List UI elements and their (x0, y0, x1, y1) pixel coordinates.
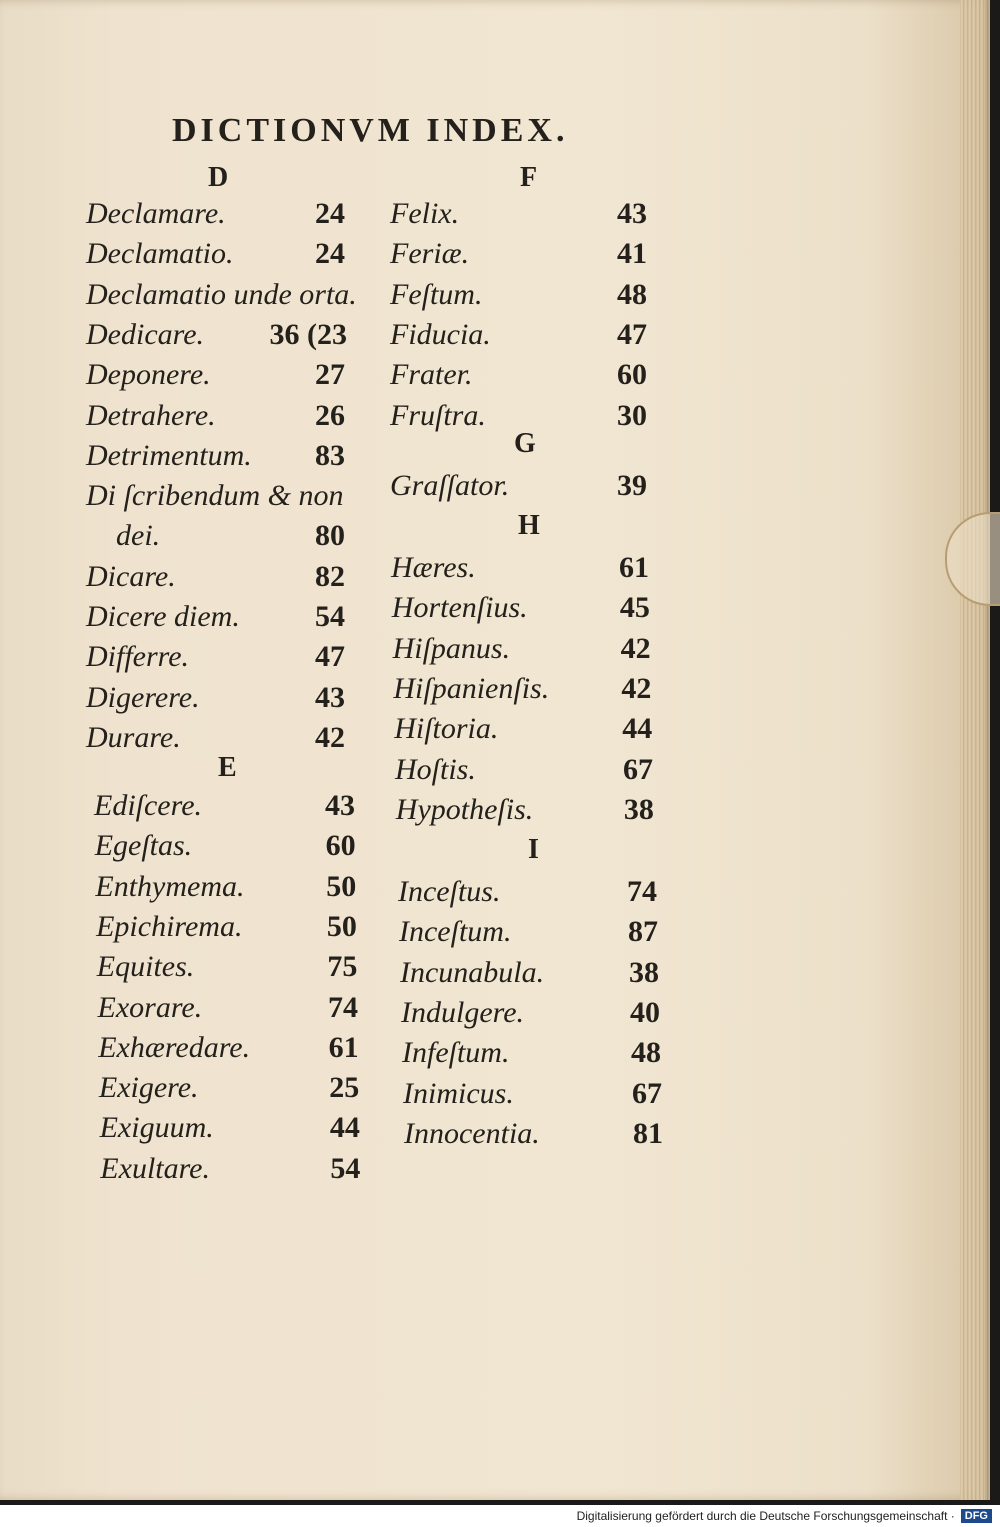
page-number: 42 (620, 631, 651, 665)
page-number: 42 (315, 720, 345, 754)
page-number: 30 (617, 398, 647, 432)
page-number: 24 (315, 237, 345, 271)
page-number: 47 (617, 317, 647, 351)
page-tab-marker (945, 512, 1000, 606)
index-term: Felix. (390, 197, 460, 230)
section-letter: G (514, 428, 536, 459)
page-number: 25 (329, 1071, 360, 1105)
page-number: 36 (23 (269, 317, 347, 351)
index-term: Hiſpanienſis. (393, 671, 550, 705)
index-term: Ediſcere. (94, 789, 203, 822)
page-number: 43 (617, 197, 647, 230)
page-number: 80 (315, 519, 345, 553)
index-term: Declamatio unde orta. (86, 277, 357, 311)
section-letter: E (218, 752, 237, 783)
index-term: Inceſtum. (399, 915, 512, 949)
index-term: Hoſtis. (395, 752, 476, 786)
page-number: 61 (328, 1030, 359, 1064)
page-number: 50 (326, 869, 357, 903)
page-number: 60 (617, 358, 647, 392)
index-term: Epichirema. (96, 909, 243, 943)
page-number: 42 (621, 671, 652, 705)
page-edge (960, 0, 990, 1500)
page-number: 48 (631, 1036, 661, 1070)
index-term: Dicare. (86, 559, 176, 593)
index-term: Detrimentum. (86, 438, 252, 472)
page-number: 43 (315, 680, 345, 714)
footer-bar (0, 1505, 1000, 1527)
dfg-logo-icon: DFG (961, 1509, 992, 1523)
index-term: Detrahere. (86, 398, 216, 432)
index-term: Equites. (96, 950, 195, 984)
page-number: 41 (617, 237, 647, 271)
page-number: 74 (627, 875, 657, 908)
index-term: Feriæ. (390, 237, 470, 271)
index-term: Exultare. (100, 1151, 210, 1185)
page-number: 45 (619, 591, 650, 625)
index-term: Declamare. (86, 197, 226, 230)
index-term: Inimicus. (403, 1076, 514, 1110)
index-term: Fruſtra. (390, 398, 486, 432)
index-term: Exhæredare. (98, 1030, 251, 1064)
page-number: 47 (315, 640, 345, 674)
index-term: Infeſtum. (402, 1036, 510, 1070)
page-number: 40 (630, 995, 660, 1029)
page-number: 82 (315, 559, 345, 593)
index-term: Exigere. (98, 1071, 199, 1105)
index-term: Feſtum. (390, 277, 483, 311)
page-title: DICTIONVM INDEX. (172, 112, 569, 149)
footer-text: Digitalisierung gefördert durch die Deutsche Forschungsgemeinschaft · (576, 1509, 955, 1523)
index-term: Dedicare. (86, 317, 205, 351)
index-term: Inceſtus. (398, 875, 501, 908)
page-number: 39 (617, 469, 647, 502)
index-term: Dicere diem. (86, 600, 240, 633)
index-term: Hiſpanus. (392, 631, 511, 665)
index-term: Fiducia. (390, 317, 491, 351)
index-term: Hortenſius. (391, 591, 528, 625)
index-term: Exorare. (97, 990, 203, 1024)
page-number: 61 (619, 551, 649, 584)
index-term: Hiſtoria. (394, 712, 499, 746)
index-term: Exiguum. (99, 1111, 214, 1145)
index-term: Digerere. (86, 680, 200, 714)
index-term: Hypotheſis. (395, 792, 534, 826)
section-letter: I (528, 834, 539, 865)
page-number: 24 (315, 197, 345, 230)
page-number: 38 (629, 955, 659, 989)
section-letter: D (208, 162, 229, 193)
page-number: 67 (632, 1076, 662, 1110)
page-number: 54 (330, 1151, 361, 1185)
section-letter: F (520, 162, 538, 193)
index-term: Differre. (86, 640, 190, 674)
index-term: dei. (116, 519, 161, 553)
page-number: 75 (327, 950, 358, 984)
section-letter: H (518, 510, 540, 541)
index-term: Declamatio. (86, 237, 234, 271)
index-term: Graſſator. (390, 469, 510, 502)
page-number: 54 (315, 600, 345, 633)
page-number: 81 (633, 1116, 663, 1150)
page-number: 83 (315, 438, 345, 472)
index-term: Egeſtas. (94, 829, 193, 863)
index-term: Durare. (86, 720, 181, 754)
page-number: 60 (325, 829, 356, 863)
index-term: Frater. (390, 358, 473, 392)
page-number: 38 (623, 792, 654, 826)
page-number: 44 (329, 1111, 360, 1145)
page-number: 26 (315, 398, 345, 432)
page-number: 48 (617, 277, 647, 311)
index-term: Hæres. (391, 551, 476, 584)
page-number: 44 (622, 712, 653, 746)
page-number: 74 (328, 990, 358, 1024)
index-term: Deponere. (86, 358, 211, 392)
page-number: 27 (315, 358, 345, 392)
index-term: Indulgere. (401, 995, 525, 1029)
page-number: 43 (325, 789, 355, 822)
page-number: 87 (628, 915, 658, 949)
page-number: 67 (623, 752, 653, 786)
page-number: 50 (326, 909, 357, 943)
index-term: Incunabula. (400, 955, 545, 989)
index-term: Di ſcribendum & non (86, 479, 344, 513)
index-term: Innocentia. (404, 1116, 540, 1150)
index-term: Enthymema. (95, 869, 245, 903)
